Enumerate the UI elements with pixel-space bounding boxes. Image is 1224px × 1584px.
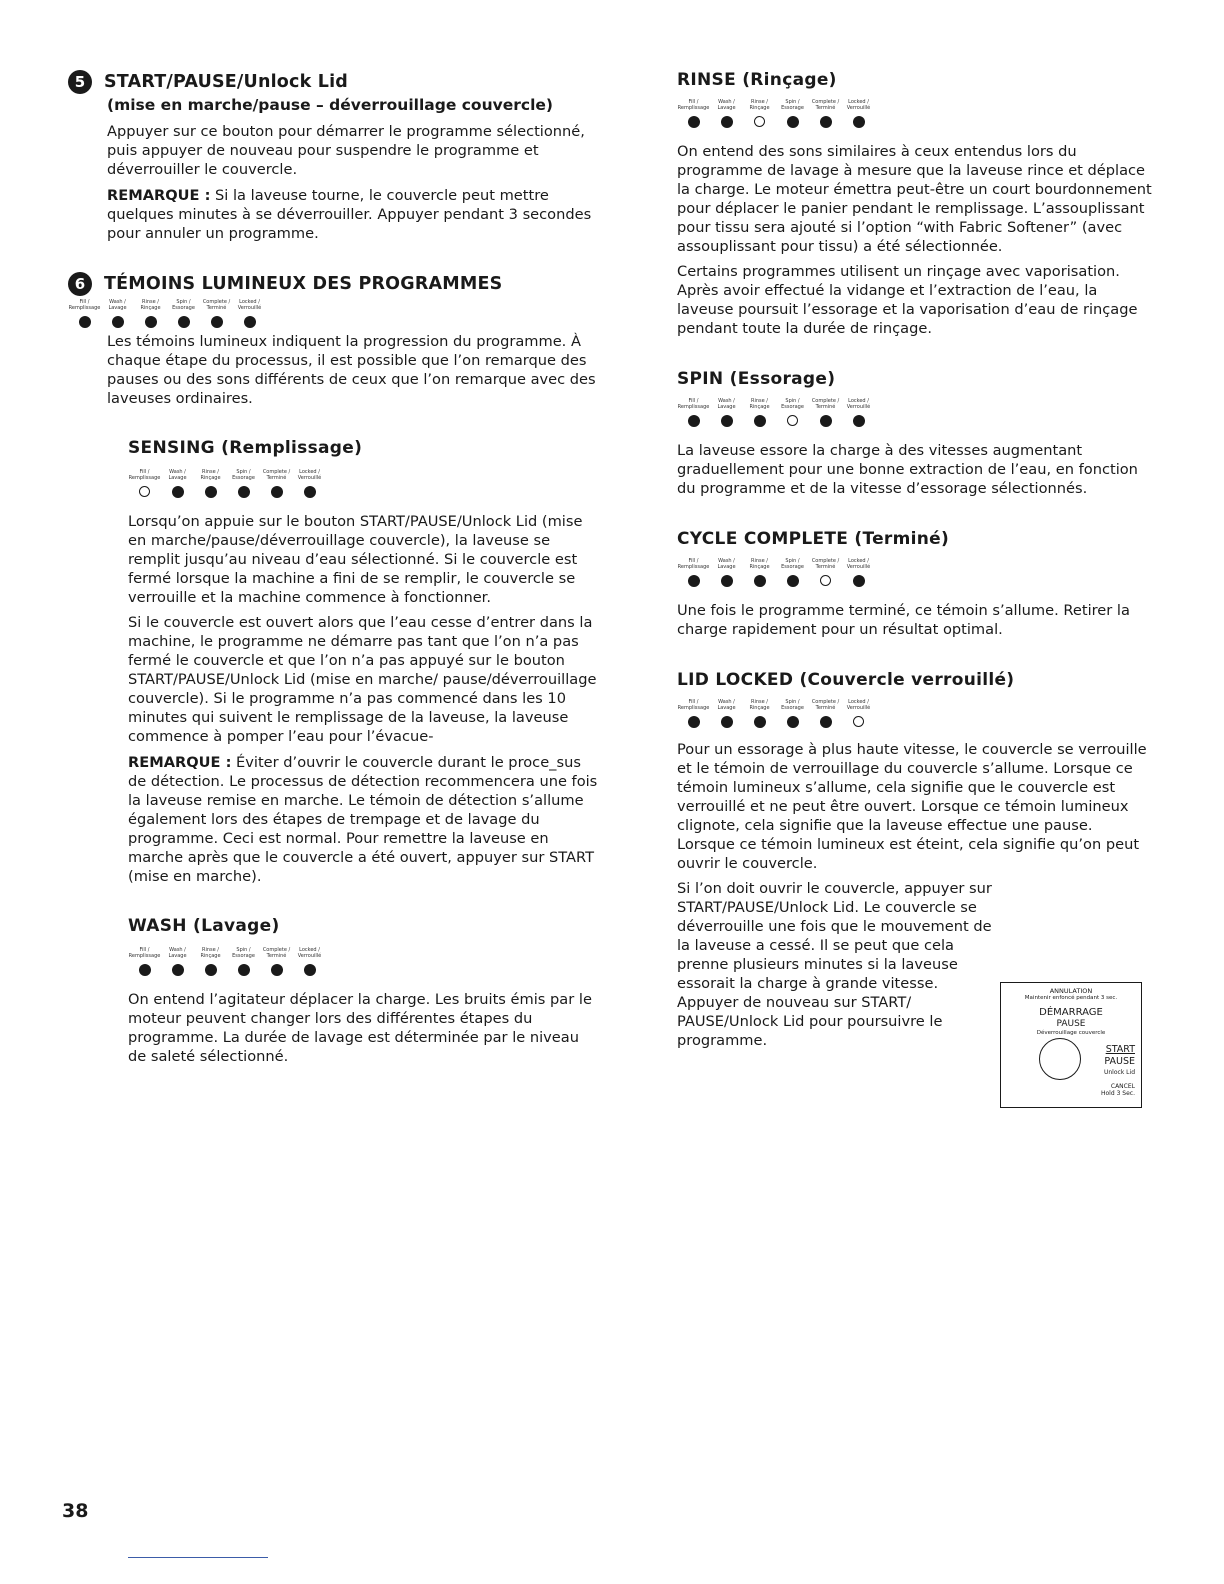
status-light-label: Locked / Verrouillé: [297, 947, 322, 959]
light-on-icon: [688, 575, 700, 587]
status-light-label: Complete / Terminé: [811, 99, 840, 111]
cycle-complete-block: [677, 529, 1152, 639]
left-column: [68, 70, 598, 1066]
light-on-icon: [238, 964, 250, 976]
status-light: [809, 559, 842, 587]
status-light: [776, 100, 809, 128]
paragraph: Les témoins lumineux indiquent la progression du programme. À chaque étape du processus, il est possible que l’on remarque des pauses ou des sons différents de ceux que l’on remarque avec des laveuses ordinaires.: [107, 333, 596, 407]
status-light: [161, 948, 194, 976]
light-off-icon: [853, 716, 864, 727]
section-title: TÉMOINS LUMINEUX DES PROGRAMMES: [104, 274, 503, 294]
status-light-label: Fill / Remplissage: [128, 947, 161, 959]
status-light: [710, 399, 743, 427]
status-light-label: Rinse / Rinçage: [749, 99, 770, 111]
panel-label: Unlock Lid: [1103, 1069, 1135, 1076]
status-light-label: Complete / Terminé: [202, 299, 231, 311]
status-light: [161, 470, 194, 498]
status-light: [809, 399, 842, 427]
light-on-icon: [754, 575, 766, 587]
note-paragraph: [107, 186, 598, 243]
note-paragraph: [128, 753, 598, 886]
status-light-label: Complete / Terminé: [811, 398, 840, 410]
status-light: [677, 100, 710, 128]
status-light-label: Spin / Essorage: [232, 469, 255, 481]
status-light-label: Locked / Verrouillé: [237, 299, 262, 311]
light-on-icon: [853, 575, 865, 587]
light-on-icon: [172, 486, 184, 498]
start-pause-button-illustration: [1000, 982, 1142, 1108]
light-on-icon: [688, 415, 700, 427]
step-title: CYCLE COMPLETE (Terminé): [677, 529, 950, 549]
status-light-label: Rinse / Rinçage: [200, 947, 221, 959]
status-light: [710, 559, 743, 587]
status-light: [128, 470, 161, 498]
panel-label: DÉMARRAGE: [1039, 1007, 1103, 1018]
light-off-icon: [820, 575, 831, 586]
light-off-icon: [139, 486, 150, 497]
paragraph: On entend l’agitateur déplacer la charge. Les bruits émis par le moteur peuvent changer lors des différentes étapes du programme. La durée de lavage est déterminée par le niveau de saleté sélectionné.: [128, 991, 592, 1065]
paragraph: Appuyer sur ce bouton pour démarrer le programme sélectionné, puis appuyer de nouveau pour suspendre le programme et déverrouiller le couvercle.: [107, 123, 585, 178]
status-lights-row: [677, 559, 1152, 587]
light-on-icon: [787, 116, 799, 128]
status-light: [194, 470, 227, 498]
step-title: LID LOCKED (Couvercle verrouillé): [677, 670, 1015, 690]
step-title: SENSING (Remplissage): [128, 438, 363, 458]
status-light-label: Locked / Verrouillé: [297, 469, 322, 481]
status-light-label: Fill / Remplissage: [677, 699, 710, 711]
status-lights-row: [677, 700, 1152, 728]
page-number: 38: [62, 1500, 89, 1522]
light-on-icon: [820, 716, 832, 728]
status-light: [776, 399, 809, 427]
light-on-icon: [304, 964, 316, 976]
section-number-badge: 6: [68, 272, 92, 296]
light-on-icon: [271, 486, 283, 498]
light-on-icon: [238, 486, 250, 498]
status-light-label: Spin / Essorage: [781, 558, 804, 570]
light-on-icon: [853, 116, 865, 128]
light-on-icon: [721, 575, 733, 587]
light-on-icon: [688, 716, 700, 728]
light-on-icon: [688, 116, 700, 128]
status-light-label: Fill / Remplissage: [128, 469, 161, 481]
status-light: [200, 300, 233, 328]
status-light: [776, 700, 809, 728]
light-on-icon: [754, 716, 766, 728]
panel-label: Hold 3 Sec.: [1101, 1090, 1135, 1097]
status-light: [809, 700, 842, 728]
status-light-label: Rinse / Rinçage: [200, 469, 221, 481]
section-5-heading: [68, 70, 598, 94]
status-light-label: Wash / Lavage: [717, 558, 736, 570]
panel-label: ANNULATION: [1049, 987, 1093, 995]
paragraph: Certains programmes utilisent un rinçage avec vaporisation. Après avoir effectué la vidange et l’extraction de l’eau, la laveuse poursuit l’essorage et la vaporisation d’eau de rinçage pendant toute la durée de rinçage.: [677, 263, 1138, 337]
status-light: [134, 300, 167, 328]
panel-label: Maintenir enfoncé pendant 3 sec.: [1024, 995, 1118, 1001]
wash-block: [128, 916, 598, 1066]
status-light: [743, 700, 776, 728]
status-light-label: Wash / Lavage: [717, 99, 736, 111]
status-light: [743, 399, 776, 427]
light-on-icon: [172, 964, 184, 976]
step-title: RINSE (Rinçage): [677, 70, 837, 90]
step-title: WASH (Lavage): [128, 916, 280, 936]
light-on-icon: [721, 415, 733, 427]
status-light: [260, 470, 293, 498]
status-light: [68, 300, 101, 328]
note-text: Éviter d’ouvrir le couvercle durant le proce_sus de détection. Le processus de détection recommencera une fois la laveuse remise en marche. Le témoin de détection s’allume également lors des étapes de trempage et de lavage du programme. Ceci est normal. Pour remettre la laveuse en marche après que le couvercle a été ouvert, appuyer sur START (mise en marche).: [128, 754, 598, 885]
light-on-icon: [145, 316, 157, 328]
status-light: [677, 399, 710, 427]
status-light-label: Spin / Essorage: [172, 299, 195, 311]
status-light-label: Rinse / Rinçage: [140, 299, 161, 311]
light-on-icon: [853, 415, 865, 427]
light-on-icon: [205, 486, 217, 498]
light-on-icon: [178, 316, 190, 328]
section-number-badge: 5: [68, 70, 92, 94]
status-light-label: Fill / Remplissage: [677, 99, 710, 111]
section-title: START/PAUSE/Unlock Lid: [104, 72, 348, 92]
paragraph: La laveuse essore la charge à des vitesses augmentant graduellement pour une bonne extraction de l’eau, en fonction du programme et de la vitesse d’essorage sélectionnés.: [677, 442, 1138, 497]
light-off-icon: [787, 415, 798, 426]
note-text: Si la laveuse tourne, le couvercle peut mettre quelques minutes à se déverrouiller. Appuyer pendant 3 secondes pour annuler un programme.: [107, 187, 592, 242]
light-on-icon: [139, 964, 151, 976]
sensing-block: [128, 438, 598, 886]
status-light-label: Spin / Essorage: [232, 947, 255, 959]
right-column: [677, 70, 1152, 1050]
light-on-icon: [820, 415, 832, 427]
status-light: [842, 700, 875, 728]
circle-button-icon: [1039, 1038, 1081, 1080]
light-off-icon: [754, 116, 765, 127]
status-light-label: Spin / Essorage: [781, 699, 804, 711]
status-light-label: Rinse / Rinçage: [749, 558, 770, 570]
status-light-label: Complete / Terminé: [811, 558, 840, 570]
status-light: [101, 300, 134, 328]
light-on-icon: [787, 575, 799, 587]
status-light-label: Wash / Lavage: [717, 699, 736, 711]
spin-block: [677, 369, 1152, 498]
section-6-heading: [68, 272, 598, 296]
status-light: [260, 948, 293, 976]
status-light-label: Complete / Terminé: [811, 699, 840, 711]
status-light: [227, 470, 260, 498]
status-lights-row: [128, 948, 598, 976]
light-on-icon: [244, 316, 256, 328]
rinse-block: [677, 70, 1152, 338]
status-light-label: Spin / Essorage: [781, 398, 804, 410]
panel-label: CANCEL: [1110, 1083, 1135, 1090]
step-title: SPIN (Essorage): [677, 369, 836, 389]
status-light: [842, 559, 875, 587]
status-light-label: Wash / Lavage: [108, 299, 127, 311]
status-light: [293, 470, 326, 498]
status-light-label: Rinse / Rinçage: [749, 699, 770, 711]
status-light: [293, 948, 326, 976]
status-light: [677, 700, 710, 728]
status-light: [776, 559, 809, 587]
panel-label: PAUSE: [1056, 1019, 1086, 1029]
status-light: [842, 399, 875, 427]
status-light: [677, 559, 710, 587]
status-light-label: Locked / Verrouillé: [846, 99, 871, 111]
light-on-icon: [211, 316, 223, 328]
paragraph: Si le couvercle est ouvert alors que l’eau cesse d’entrer dans la machine, le programme ne démarre pas tant que l’on n’a pas fermé le couvercle et que l’on n’a pas appuyé sur le bouton START/PAUSE/Unlock Lid (mise en marche/ pause/déverrouillage couvercle). Si le programme n’a pas commencé dans les 10 minutes qui suivent le remplissage de la laveuse, la laveuse commence à pomper l’eau pour l’évacue-: [128, 614, 597, 745]
status-light: [233, 300, 266, 328]
paragraph: Une fois le programme terminé, ce témoin s’allume. Retirer la charge rapidement pour un résultat optimal.: [677, 602, 1130, 638]
status-light-label: Spin / Essorage: [781, 99, 804, 111]
status-light-label: Locked / Verrouillé: [846, 558, 871, 570]
status-light-label: Fill / Remplissage: [677, 398, 710, 410]
status-lights-row: [677, 399, 1152, 427]
paragraph: Si l’on doit ouvrir le couvercle, appuyer sur START/PAUSE/Unlock Lid. Le couvercle se déverrouille une fois que le mouvement de la laveuse a cessé. Il se peut que cela prenne plusieurs minutes si la laveuse essorait la charge à grande vitesse. Appuyer de nouveau sur START/ PAUSE/Unlock Lid pour poursuivre le programme.: [677, 880, 992, 1049]
status-light-label: Rinse / Rinçage: [749, 398, 770, 410]
status-light: [710, 700, 743, 728]
panel-label: Déverrouillage couvercle: [1036, 1030, 1106, 1036]
light-on-icon: [721, 716, 733, 728]
status-light-label: Locked / Verrouillé: [846, 398, 871, 410]
status-light: [743, 100, 776, 128]
section-subtitle: (mise en marche/pause – déverrouillage couvercle): [107, 96, 553, 114]
status-lights-row: [677, 100, 1152, 128]
status-light-label: Fill / Remplissage: [68, 299, 101, 311]
light-on-icon: [754, 415, 766, 427]
note-label: REMARQUE :: [128, 754, 232, 771]
light-on-icon: [271, 964, 283, 976]
status-light: [809, 100, 842, 128]
status-light-label: Wash / Lavage: [168, 947, 187, 959]
status-light: [842, 100, 875, 128]
light-on-icon: [112, 316, 124, 328]
status-light-label: Complete / Terminé: [262, 947, 291, 959]
status-light: [128, 948, 161, 976]
light-on-icon: [205, 964, 217, 976]
note-label: REMARQUE :: [107, 187, 211, 204]
paragraph: Lorsqu’on appuie sur le bouton START/PAUSE/Unlock Lid (mise en marche/pause/déverrouillage couvercle), la laveuse se remplit jusqu’au niveau d’eau sélectionné. Si le couvercle est fermé lorsque la machine a fini de se remplir, le couvercle se verrouille et la machine commence à fonctionner.: [128, 513, 583, 606]
status-light: [710, 100, 743, 128]
status-light: [194, 948, 227, 976]
status-light: [743, 559, 776, 587]
status-light-label: Locked / Verrouillé: [846, 699, 871, 711]
status-light-label: Wash / Lavage: [168, 469, 187, 481]
light-on-icon: [820, 116, 832, 128]
light-on-icon: [79, 316, 91, 328]
footer-rule: [128, 1557, 268, 1558]
status-light-label: Fill / Remplissage: [677, 558, 710, 570]
panel-label: PAUSE: [1104, 1056, 1135, 1067]
status-lights-row: [68, 300, 598, 328]
status-light-label: Complete / Terminé: [262, 469, 291, 481]
status-light: [227, 948, 260, 976]
light-on-icon: [304, 486, 316, 498]
status-light: [167, 300, 200, 328]
status-lights-row: [128, 470, 598, 498]
light-on-icon: [721, 116, 733, 128]
paragraph: On entend des sons similaires à ceux entendus lors du programme de lavage à mesure que la laveuse rince et déplace la charge. Le moteur émettra peut-être un court bourdonnement pour déplacer le panier pendant le remplissage. L’assouplissant pour tissu sera ajouté si l’option “with Fabric Softener” (avec assouplissant pour tissu) a été sélectionnée.: [677, 143, 1152, 255]
paragraph: Pour un essorage à plus haute vitesse, le couvercle se verrouille et le témoin de verrouillage du couvercle s’allume. Lorsque ce témoin lumineux s’allume, cela signifie que le couvercle est verrouillé et ne peut être ouvert. Lorsque ce témoin lumineux clignote, cela signifie que la laveuse effectue une pause. Lorsque ce témoin lumineux est éteint, cela signifie qu’on peut ouvrir le couvercle.: [677, 741, 1147, 872]
status-light-label: Wash / Lavage: [717, 398, 736, 410]
panel-label: START: [1105, 1044, 1135, 1055]
light-on-icon: [787, 716, 799, 728]
